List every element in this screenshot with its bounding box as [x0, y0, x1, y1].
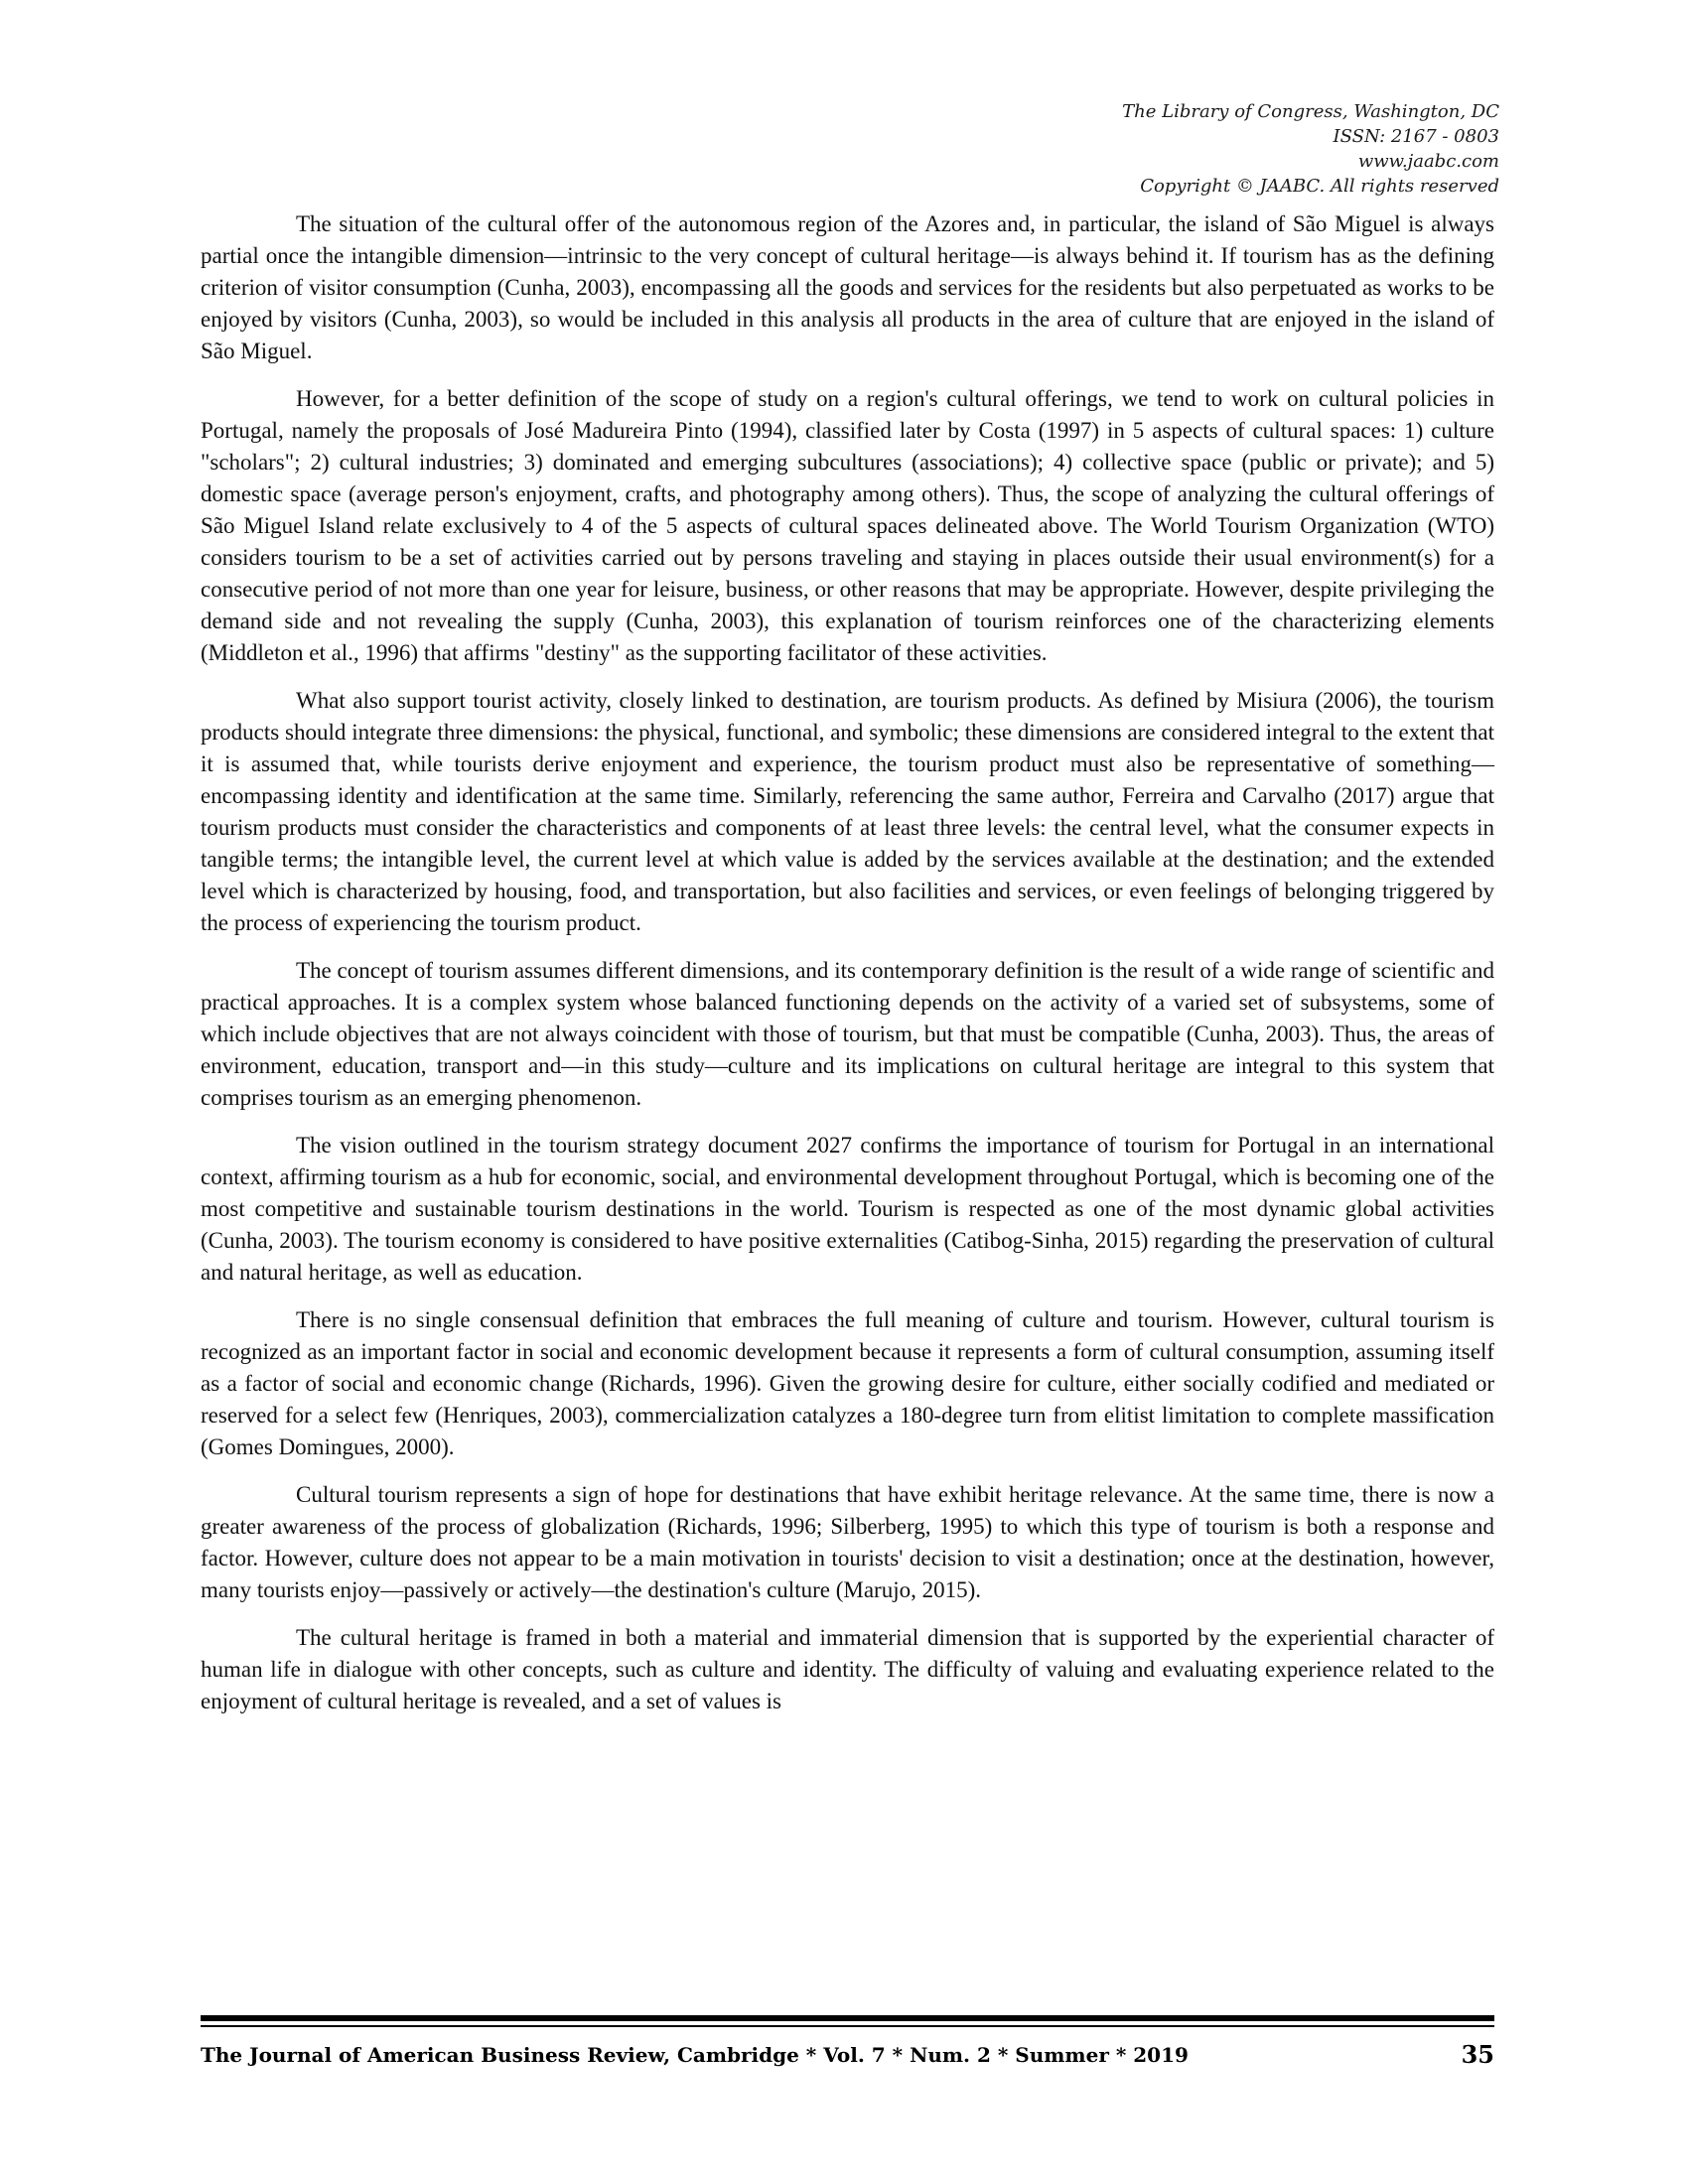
paragraph: However, for a better definition of the scope of study on a region's cultural offerings, we tend to work on cultural policies in Portugal, namely the proposals of José Madureira Pinto (1994), classified later by Costa (1997) in 5 aspects of cultural spaces: 1) culture "scholars"; 2) cultural industries; 3) dominated and emerging subcultures (associations); 4) collective space (public or private); and 5) domestic space (average person's enjoyment, crafts, and photography among others). Thus, the scope of analyzing the cultural offerings of São Miguel Island relate exclusively to 4 of the 5 aspects of cultural spaces delineated above. The World Tourism Organization (WTO) considers tourism to be a set of activities carried out by persons traveling and staying in places outside their usual environment(s) for a consecutive period of not more than one year for leisure, business, or other reasons that may be appropriate. However, despite privileging the demand side and not revealing the supply (Cunha, 2003), this explanation of tourism reinforces one of the characterizing elements (Middleton et al., 1996) that affirms "destiny" as the supporting facilitator of these activities.: [201, 386, 1494, 665]
footer-rule-thick: [201, 2015, 1494, 2021]
paragraph: What also support tourist activity, closely linked to destination, are tourism products. As defined by Misiura (2006), the tourism products should integrate three dimensions: the physical, functional, and symbolic; these dimensions are considered integral to the extent that it is assumed that, while tourists derive enjoyment and experience, the tourism product must also be representative of something—encompassing identity and identification at the same time. Similarly, referencing the same author, Ferreira and Carvalho (2017) argue that tourism products must consider the characteristics and components of at least three levels: the central level, what the consumer expects in tangible terms; the intangible level, the current level at which value is added by the services available at the destination; and the extended level which is characterized by housing, food, and transportation, but also facilities and services, or even feelings of belonging triggered by the process of experiencing the tourism product.: [201, 688, 1494, 935]
paragraph: The situation of the cultural offer of the autonomous region of the Azores and, in particular, the island of São Miguel is always partial once the intangible dimension—intrinsic to the very concept of cultural heritage—is always behind it. If tourism has as the defining criterion of visitor consumption (Cunha, 2003), encompassing all the goods and services for the residents but also perpetuated as works to be enjoyed by visitors (Cunha, 2003), so would be included in this analysis all products in the area of culture that are enjoyed in the island of São Miguel.: [201, 211, 1494, 363]
footer-rule-thin: [201, 2025, 1494, 2027]
page-footer: [201, 2037, 1494, 2073]
header-library-line: The Library of Congress, Washington, DC: [1122, 101, 1499, 122]
footer-journal-citation: The Journal of American Business Review, Cambridge * Vol. 7 * Num. 2 * Summer * 2019: [201, 2043, 1189, 2067]
header-issn-line: ISSN: 2167 - 0803: [1333, 126, 1499, 147]
paragraph: The cultural heritage is framed in both a material and immaterial dimension that is supported by the experiential character of human life in dialogue with other concepts, such as culture and identity. The difficulty of valuing and evaluating experience related to the enjoyment of cultural heritage is revealed, and a set of values is: [201, 1625, 1494, 1713]
body-text: [201, 208, 1494, 1733]
paragraph: Cultural tourism represents a sign of hope for destinations that have exhibit heritage relevance. At the same time, there is now a greater awareness of the process of globalization (Richards, 1996; Silberberg, 1995) to which this type of tourism is both a response and factor. However, culture does not appear to be a main motivation in tourists' decision to visit a destination; once at the destination, however, many tourists enjoy—passively or actively—the destination's culture (Marujo, 2015).: [201, 1482, 1494, 1602]
header-website-line: www.jaabc.com: [1357, 151, 1499, 172]
page-header: [804, 99, 1499, 199]
paragraph: The concept of tourism assumes different dimensions, and its contemporary definition is the result of a wide range of scientific and practical approaches. It is a complex system whose balanced functioning depends on the activity of a varied set of subsystems, some of which include objectives that are not always coincident with those of tourism, but that must be compatible (Cunha, 2003). Thus, the areas of environment, education, transport and—in this study—culture and its implications on cultural heritage are integral to this system that comprises tourism as an emerging phenomenon.: [201, 958, 1494, 1110]
paragraph: There is no single consensual definition that embraces the full meaning of culture and tourism. However, cultural tourism is recognized as an important factor in social and economic development because it represents a form of cultural consumption, assuming itself as a factor of social and economic change (Richards, 1996). Given the growing desire for culture, either socially codified and mediated or reserved for a select few (Henriques, 2003), commercialization catalyzes a 180-degree turn from elitist limitation to complete massification (Gomes Domingues, 2000).: [201, 1307, 1494, 1459]
paragraph: The vision outlined in the tourism strategy document 2027 confirms the importance of tourism for Portugal in an international context, affirming tourism as a hub for economic, social, and environmental development throughout Portugal, which is becoming one of the most competitive and sustainable tourism destinations in the world. Tourism is respected as one of the most dynamic global activities (Cunha, 2003). The tourism economy is considered to have positive externalities (Catibog-Sinha, 2015) regarding the preservation of cultural and natural heritage, as well as education.: [201, 1133, 1494, 1285]
header-copyright-line: Copyright © JAABC. All rights reserved: [1140, 176, 1499, 197]
page-number: 35: [1461, 2040, 1494, 2069]
